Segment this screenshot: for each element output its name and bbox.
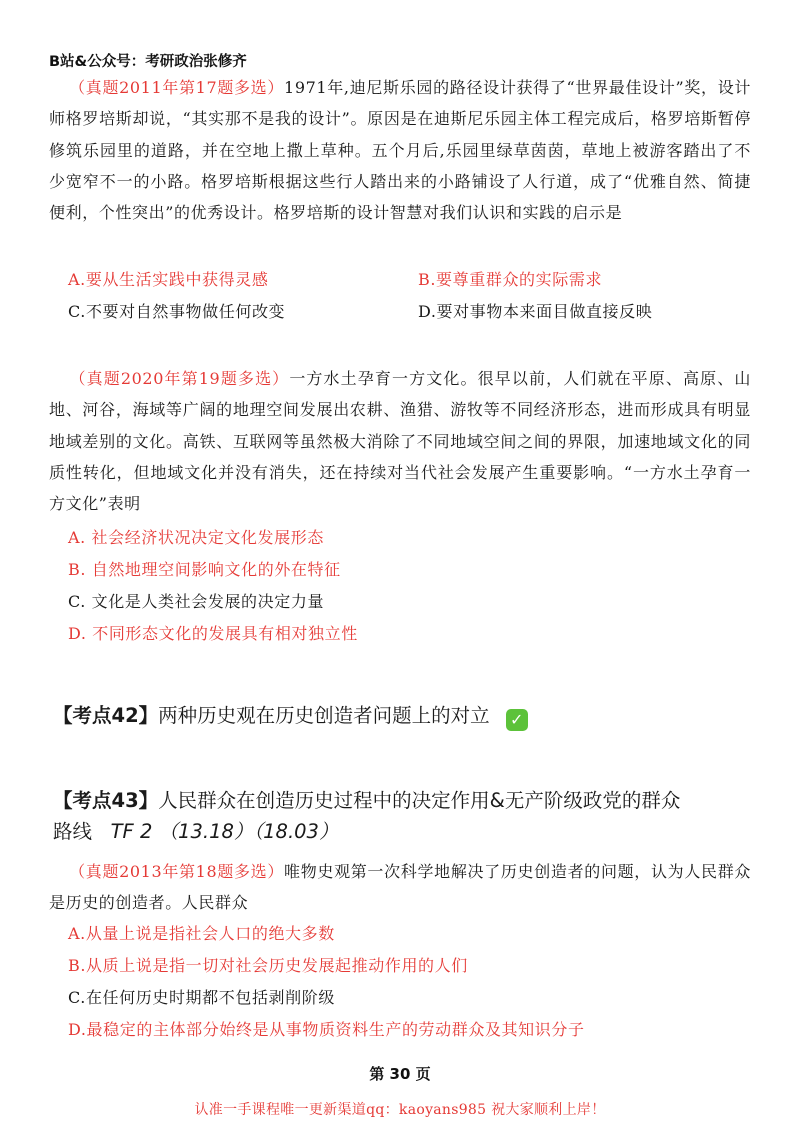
q3-option-b: B.从质上说是指一切对社会历史发展起推动作用的人们 xyxy=(68,956,468,975)
question-2 xyxy=(49,363,751,519)
header-source: B站&公众号：考研政治张修齐 xyxy=(49,54,247,70)
q2-option-b: B. 自然地理空间影响文化的外在特征 xyxy=(68,560,341,579)
question-3 xyxy=(49,856,751,919)
footer-notice: 认准一手课程唯一更新渠道qq：kaoyans985 祝大家顺利上岸！ xyxy=(194,1102,606,1118)
kaodian-43-title-line1: 人民群众在创造历史过程中的决定作用&无产阶级政党的群众 xyxy=(158,789,681,812)
q1-option-c: C.不要对自然事物做任何改变 xyxy=(68,302,286,321)
q1-option-b: B.要尊重群众的实际需求 xyxy=(418,270,603,289)
q2-option-d: D. 不同形态文化的发展具有相对独立性 xyxy=(68,624,358,643)
kaodian-43-title-line2: 路线 xyxy=(53,820,93,843)
q3-option-c: C.在任何历史时期都不包括剥削阶级 xyxy=(68,988,335,1007)
question-2-tag: （真题2020年第19题多选） xyxy=(69,369,290,388)
kaodian-42-heading xyxy=(53,700,528,731)
question-2-body: 一方水土孕育一方文化。很早以前，人们就在平原、高原、山地、河谷，海域等广阔的地理空间发展出农耕、渔猎、游牧等不同经济形态，进而形成具有明显地域差别的文化。高铁、互联网等虽然极大消除了不同地域空间之间的界限，加速地域文化的同质性转化，但地域文化并没有消失，还在持续对当代社会发展产生重要影响。“一方水土孕育一方文化”表明 xyxy=(49,369,751,514)
kaodian-42-label: 【考点42】 xyxy=(53,704,159,727)
kaodian-42-title: 两种历史观在历史创造者问题上的对立 xyxy=(158,704,490,727)
question-1 xyxy=(49,72,751,228)
q1-option-a: A.要从生活实践中获得灵感 xyxy=(68,270,269,289)
question-1-body: 1971年,迪尼斯乐园的路径设计获得了“世界最佳设计”奖，设计师格罗培斯却说，“其实那不是我的设计”。原因是在迪斯尼乐园主体工程完成后，格罗培斯暂停修筑乐园里的道路，并在空地上撒上草种。五个月后,乐园里绿草茵茵，草地上被游客踏出了不少宽窄不一的小路。格罗培斯根据这些行人踏出来的小路铺设了人行道，成了“优雅自然、简捷便利，个性突出”的优秀设计。格罗培斯的设计智慧对我们认识和实践的启示是 xyxy=(49,78,751,223)
q3-option-d: D.最稳定的主体部分始终是从事物质资料生产的劳动群众及其知识分子 xyxy=(68,1020,585,1039)
check-mark-icon: ✓ xyxy=(506,709,528,731)
page-number: 第 30 页 xyxy=(369,1065,431,1083)
q2-option-a: A. 社会经济状况决定文化发展形态 xyxy=(68,528,324,547)
q2-option-c: C. 文化是人类社会发展的决定力量 xyxy=(68,592,325,611)
q3-option-a: A.从量上说是指社会人口的绝大多数 xyxy=(68,924,335,943)
kaodian-43-heading xyxy=(53,785,753,847)
question-3-body: 唯物史观第一次科学地解决了历史创造者的问题，认为人民群众是历史的创造者。人民群众 xyxy=(49,862,751,913)
q1-option-d: D.要对事物本来面目做直接反映 xyxy=(418,302,653,321)
kaodian-43-meta: TF 2 （13.18）（18.03） xyxy=(110,820,339,843)
kaodian-43-label: 【考点43】 xyxy=(53,789,159,812)
question-1-tag: （真题2011年第17题多选） xyxy=(69,78,285,97)
question-3-tag: （真题2013年第18题多选） xyxy=(69,862,285,881)
